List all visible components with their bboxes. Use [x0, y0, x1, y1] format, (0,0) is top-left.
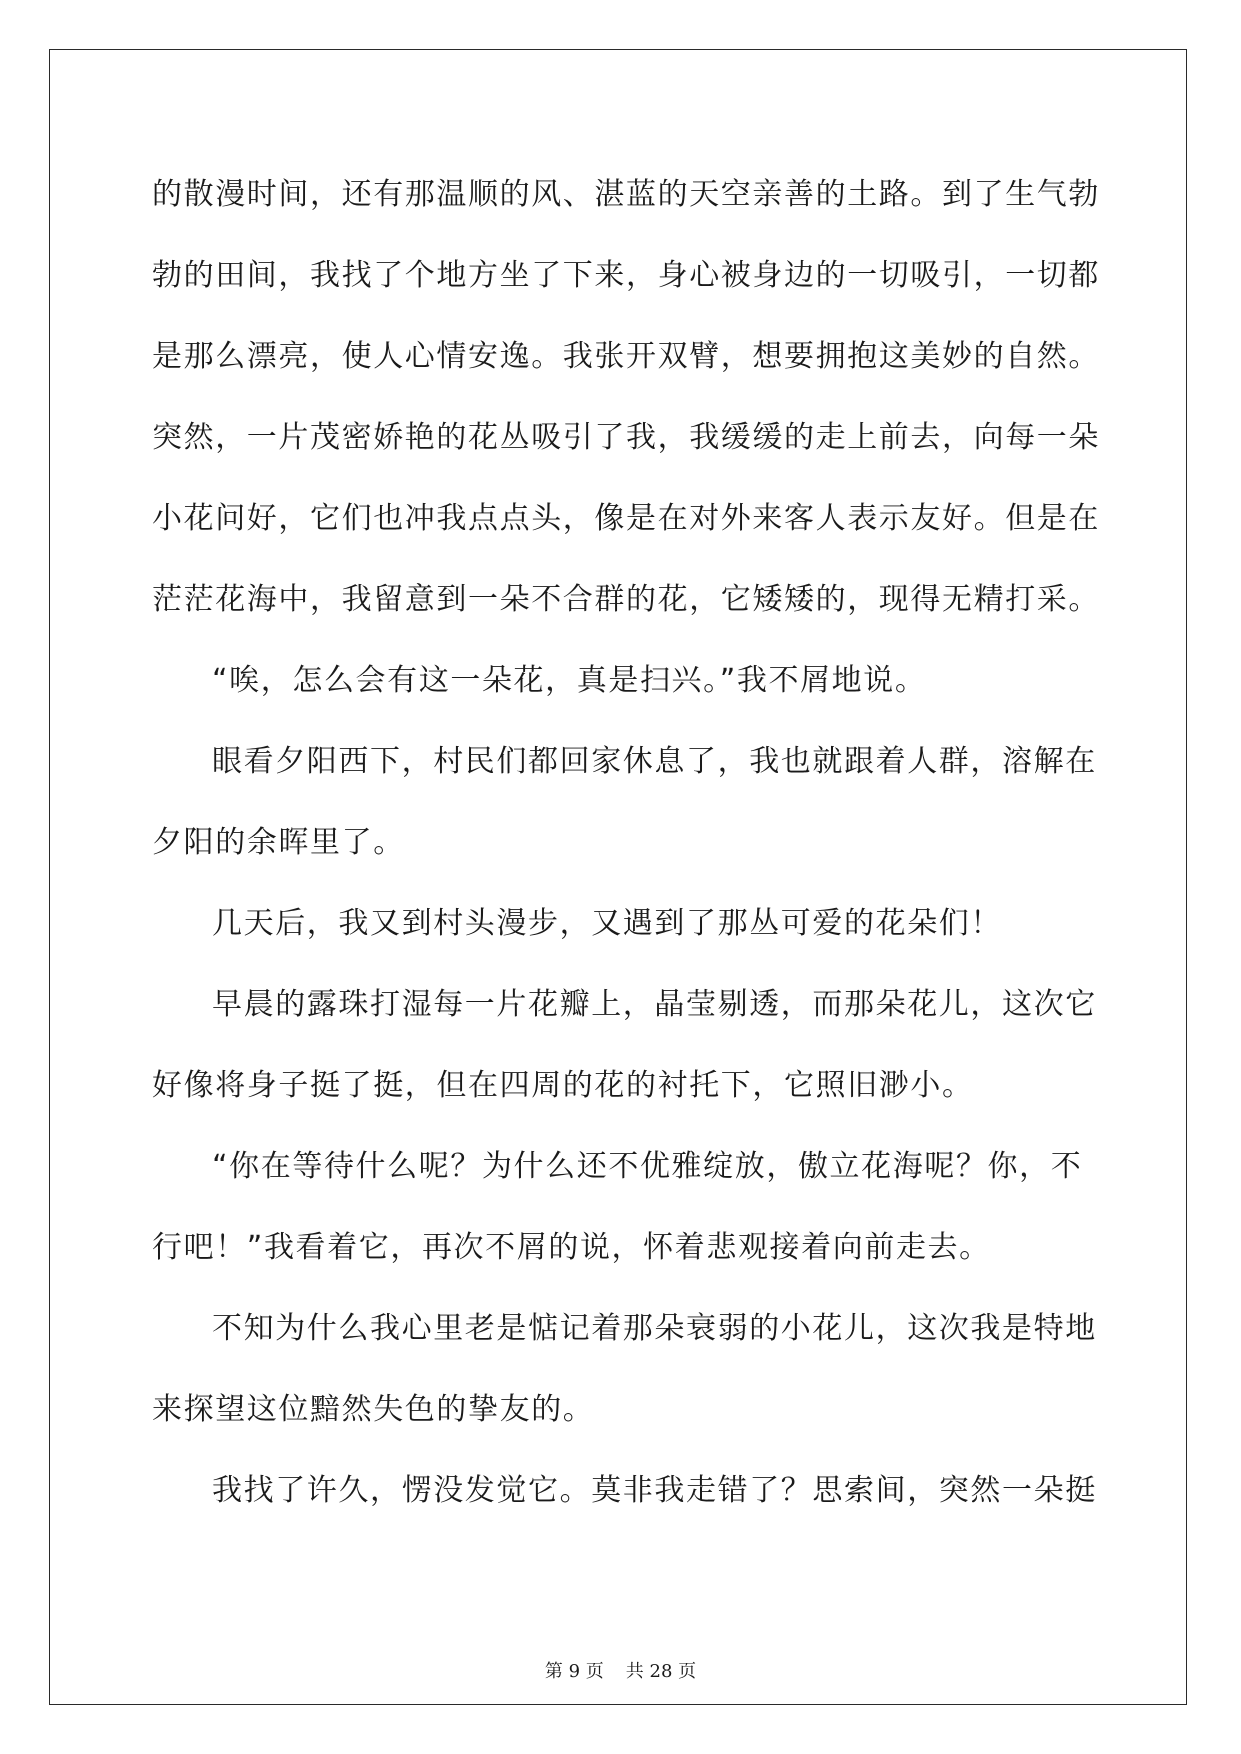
- text-line: 眼看夕阳西下，村民们都回家休息了，我也就跟着人群，溶解在: [212, 744, 1097, 779]
- text-line: 夕阳的余晖里了。: [152, 825, 405, 860]
- document-body: [152, 165, 1100, 1542]
- text-line: 的散漫时间，还有那温顺的风、湛蓝的天空亲善的土路。到了生气勃: [152, 177, 1100, 212]
- text-line: 是那么漂亮，使人心情安逸。我张开双臂，想要拥抱这美妙的自然。: [152, 339, 1100, 374]
- text-line: 茫茫花海中，我留意到一朵不合群的花，它矮矮的，现得无精打采。: [152, 582, 1100, 617]
- text-line: 早晨的露珠打湿每一片花瓣上，晶莹剔透，而那朵花儿，这次它: [212, 987, 1097, 1022]
- text-line: 行吧！”我看着它，再次不屑的说，怀着悲观接着向前走去。: [152, 1230, 991, 1265]
- text-line: “你在等待什么呢？为什么还不优雅绽放，傲立花海呢？你，不: [212, 1149, 1083, 1184]
- text-line: 勃的田间，我找了个地方坐了下来，身心被身边的一切吸引，一切都: [152, 258, 1100, 293]
- text-line: 我找了许久，愣没发觉它。莫非我走错了？思索间，突然一朵挺: [212, 1473, 1097, 1508]
- page-number: 第 9 页: [544, 1661, 604, 1682]
- text-line: 几天后，我又到村头漫步，又遇到了那丛可爱的花朵们！: [212, 906, 1002, 941]
- text-line: 小花问好，它们也冲我点点头，像是在对外来客人表示友好。但是在: [152, 501, 1100, 536]
- text-line: 好像将身子挺了挺，但在四周的花的衬托下，它照旧渺小。: [152, 1068, 974, 1103]
- text-line: 突然，一片茂密娇艳的花丛吸引了我，我缓缓的走上前去，向每一朵: [152, 420, 1100, 455]
- text-line: 不知为什么我心里老是惦记着那朵衰弱的小花儿，这次我是特地: [212, 1311, 1097, 1346]
- text-line: 来探望这位黯然失色的挚友的。: [152, 1392, 595, 1427]
- page-footer: [0, 1657, 1241, 1683]
- total-pages: 共 28 页: [625, 1661, 697, 1682]
- text-line: “唉，怎么会有这一朵花，真是扫兴。”我不屑地说。: [212, 663, 927, 698]
